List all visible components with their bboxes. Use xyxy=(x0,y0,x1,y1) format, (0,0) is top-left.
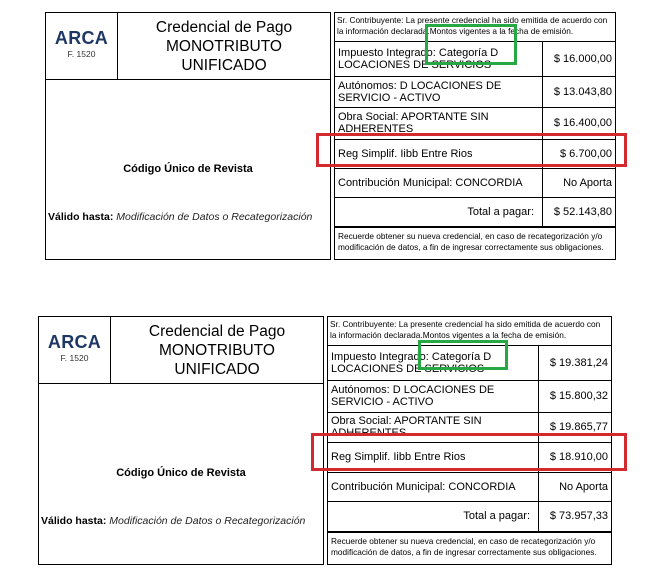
title-line: UNIFICADO xyxy=(181,56,267,74)
table-row xyxy=(335,168,615,197)
row-label: Contribución Municipal: CONCORDIA xyxy=(335,168,543,197)
row-amount: $ 13.043,80 xyxy=(543,76,616,107)
valid-until-value: Modificación de Datos o Recategorización xyxy=(109,515,306,527)
valid-until-label: Válido hasta: xyxy=(48,211,114,223)
row-amount: No Aporta xyxy=(543,168,616,197)
row-amount: $ 18.910,00 xyxy=(539,442,612,472)
table-row xyxy=(335,139,615,168)
row-amount: $ 16.000,00 xyxy=(543,42,616,76)
row-label: Reg Simplif. Iibb Entre Rios xyxy=(335,139,543,168)
valid-until xyxy=(48,211,312,223)
row-label: Autónomos: D LOCACIONES DE SERVICIO - ACTIVO xyxy=(328,380,539,412)
table-row xyxy=(328,380,611,412)
table-row xyxy=(328,346,611,380)
form-code: F. 1520 xyxy=(67,49,96,59)
footer-text: Recuerde obtener su nueva credencial, en caso de recategorización y/o modificación de datos, a fin de ingresar correctamente sus obligaciones. xyxy=(328,532,611,558)
row-amount: $ 6.700,00 xyxy=(543,139,616,168)
row-label: Autónomos: D LOCACIONES DE SERVICIO - ACTIVO xyxy=(335,76,543,107)
total-amount: $ 52.143,80 xyxy=(543,197,616,226)
row-amount: $ 19.381,24 xyxy=(539,346,612,380)
credential-title xyxy=(111,317,323,384)
arca-logo: ARCA xyxy=(54,28,109,48)
total-label: Total a pagar: xyxy=(335,197,543,226)
title-line: MONOTRIBUTO xyxy=(166,37,282,55)
row-amount: No Aporta xyxy=(539,472,612,501)
title-line: Credencial de Pago xyxy=(148,322,286,340)
arca-logo: ARCA xyxy=(47,332,102,352)
row-label: Impuesto Integrado: Categoría D LOCACIONES DE SERVICIOS xyxy=(335,42,543,76)
row-amount: $ 15.800,32 xyxy=(539,380,612,412)
form-code: F. 1520 xyxy=(60,353,89,363)
notice-text: Sr. Contribuyente: La presente credencial ha sido emitida de acuerdo con la información declarada.Montos vigentes a la fecha de emisión. xyxy=(335,13,615,42)
title-line: MONOTRIBUTO xyxy=(159,341,275,359)
cur-label: Código Único de Revista xyxy=(123,163,253,175)
total-row xyxy=(328,501,611,531)
payment-credential-card xyxy=(45,12,616,260)
cur-label: Código Único de Revista xyxy=(116,467,246,479)
title-line: Credencial de Pago xyxy=(155,18,293,36)
total-row xyxy=(335,197,615,226)
row-label: Impuesto Integrado: Categoría D LOCACIONES DE SERVICIOS xyxy=(328,346,539,380)
row-label: Contribución Municipal: CONCORDIA xyxy=(328,472,539,501)
notice-text: Sr. Contribuyente: La presente credencial ha sido emitida de acuerdo con la información declarada.Montos vigentes a la fecha de emisión. xyxy=(328,317,611,346)
total-amount: $ 73.957,33 xyxy=(539,501,612,531)
logo-box xyxy=(46,13,118,80)
table-row xyxy=(335,76,615,107)
title-line: UNIFICADO xyxy=(174,360,260,378)
row-label: Obra Social: APORTANTE SIN ADHERENTES xyxy=(335,107,543,139)
valid-until-label: Válido hasta: xyxy=(41,515,107,527)
credential-left-panel xyxy=(38,316,324,565)
credential-left-panel xyxy=(45,12,331,260)
footer-text: Recuerde obtener su nueva credencial, en caso de recategorización y/o modificación de datos, a fin de ingresar correctamente sus obligaciones. xyxy=(335,227,615,253)
logo-box xyxy=(39,317,111,384)
credential-right-panel xyxy=(334,12,616,260)
amounts-table xyxy=(328,346,611,532)
valid-until-value: Modificación de Datos o Recategorización xyxy=(116,211,313,223)
table-row xyxy=(328,442,611,472)
row-label: Obra Social: APORTANTE SIN ADHERENTES xyxy=(328,412,539,442)
table-row xyxy=(335,107,615,139)
row-amount: $ 19.865,77 xyxy=(539,412,612,442)
payment-credential-card xyxy=(38,316,612,565)
table-row xyxy=(328,412,611,442)
table-row xyxy=(335,42,615,76)
credential-right-panel xyxy=(327,316,612,565)
total-label: Total a pagar: xyxy=(328,501,539,531)
valid-until xyxy=(41,515,305,527)
credential-title xyxy=(118,13,330,80)
amounts-table xyxy=(335,42,615,227)
table-row xyxy=(328,472,611,501)
row-label: Reg Simplif. Iibb Entre Rios xyxy=(328,442,539,472)
row-amount: $ 16.400,00 xyxy=(543,107,616,139)
